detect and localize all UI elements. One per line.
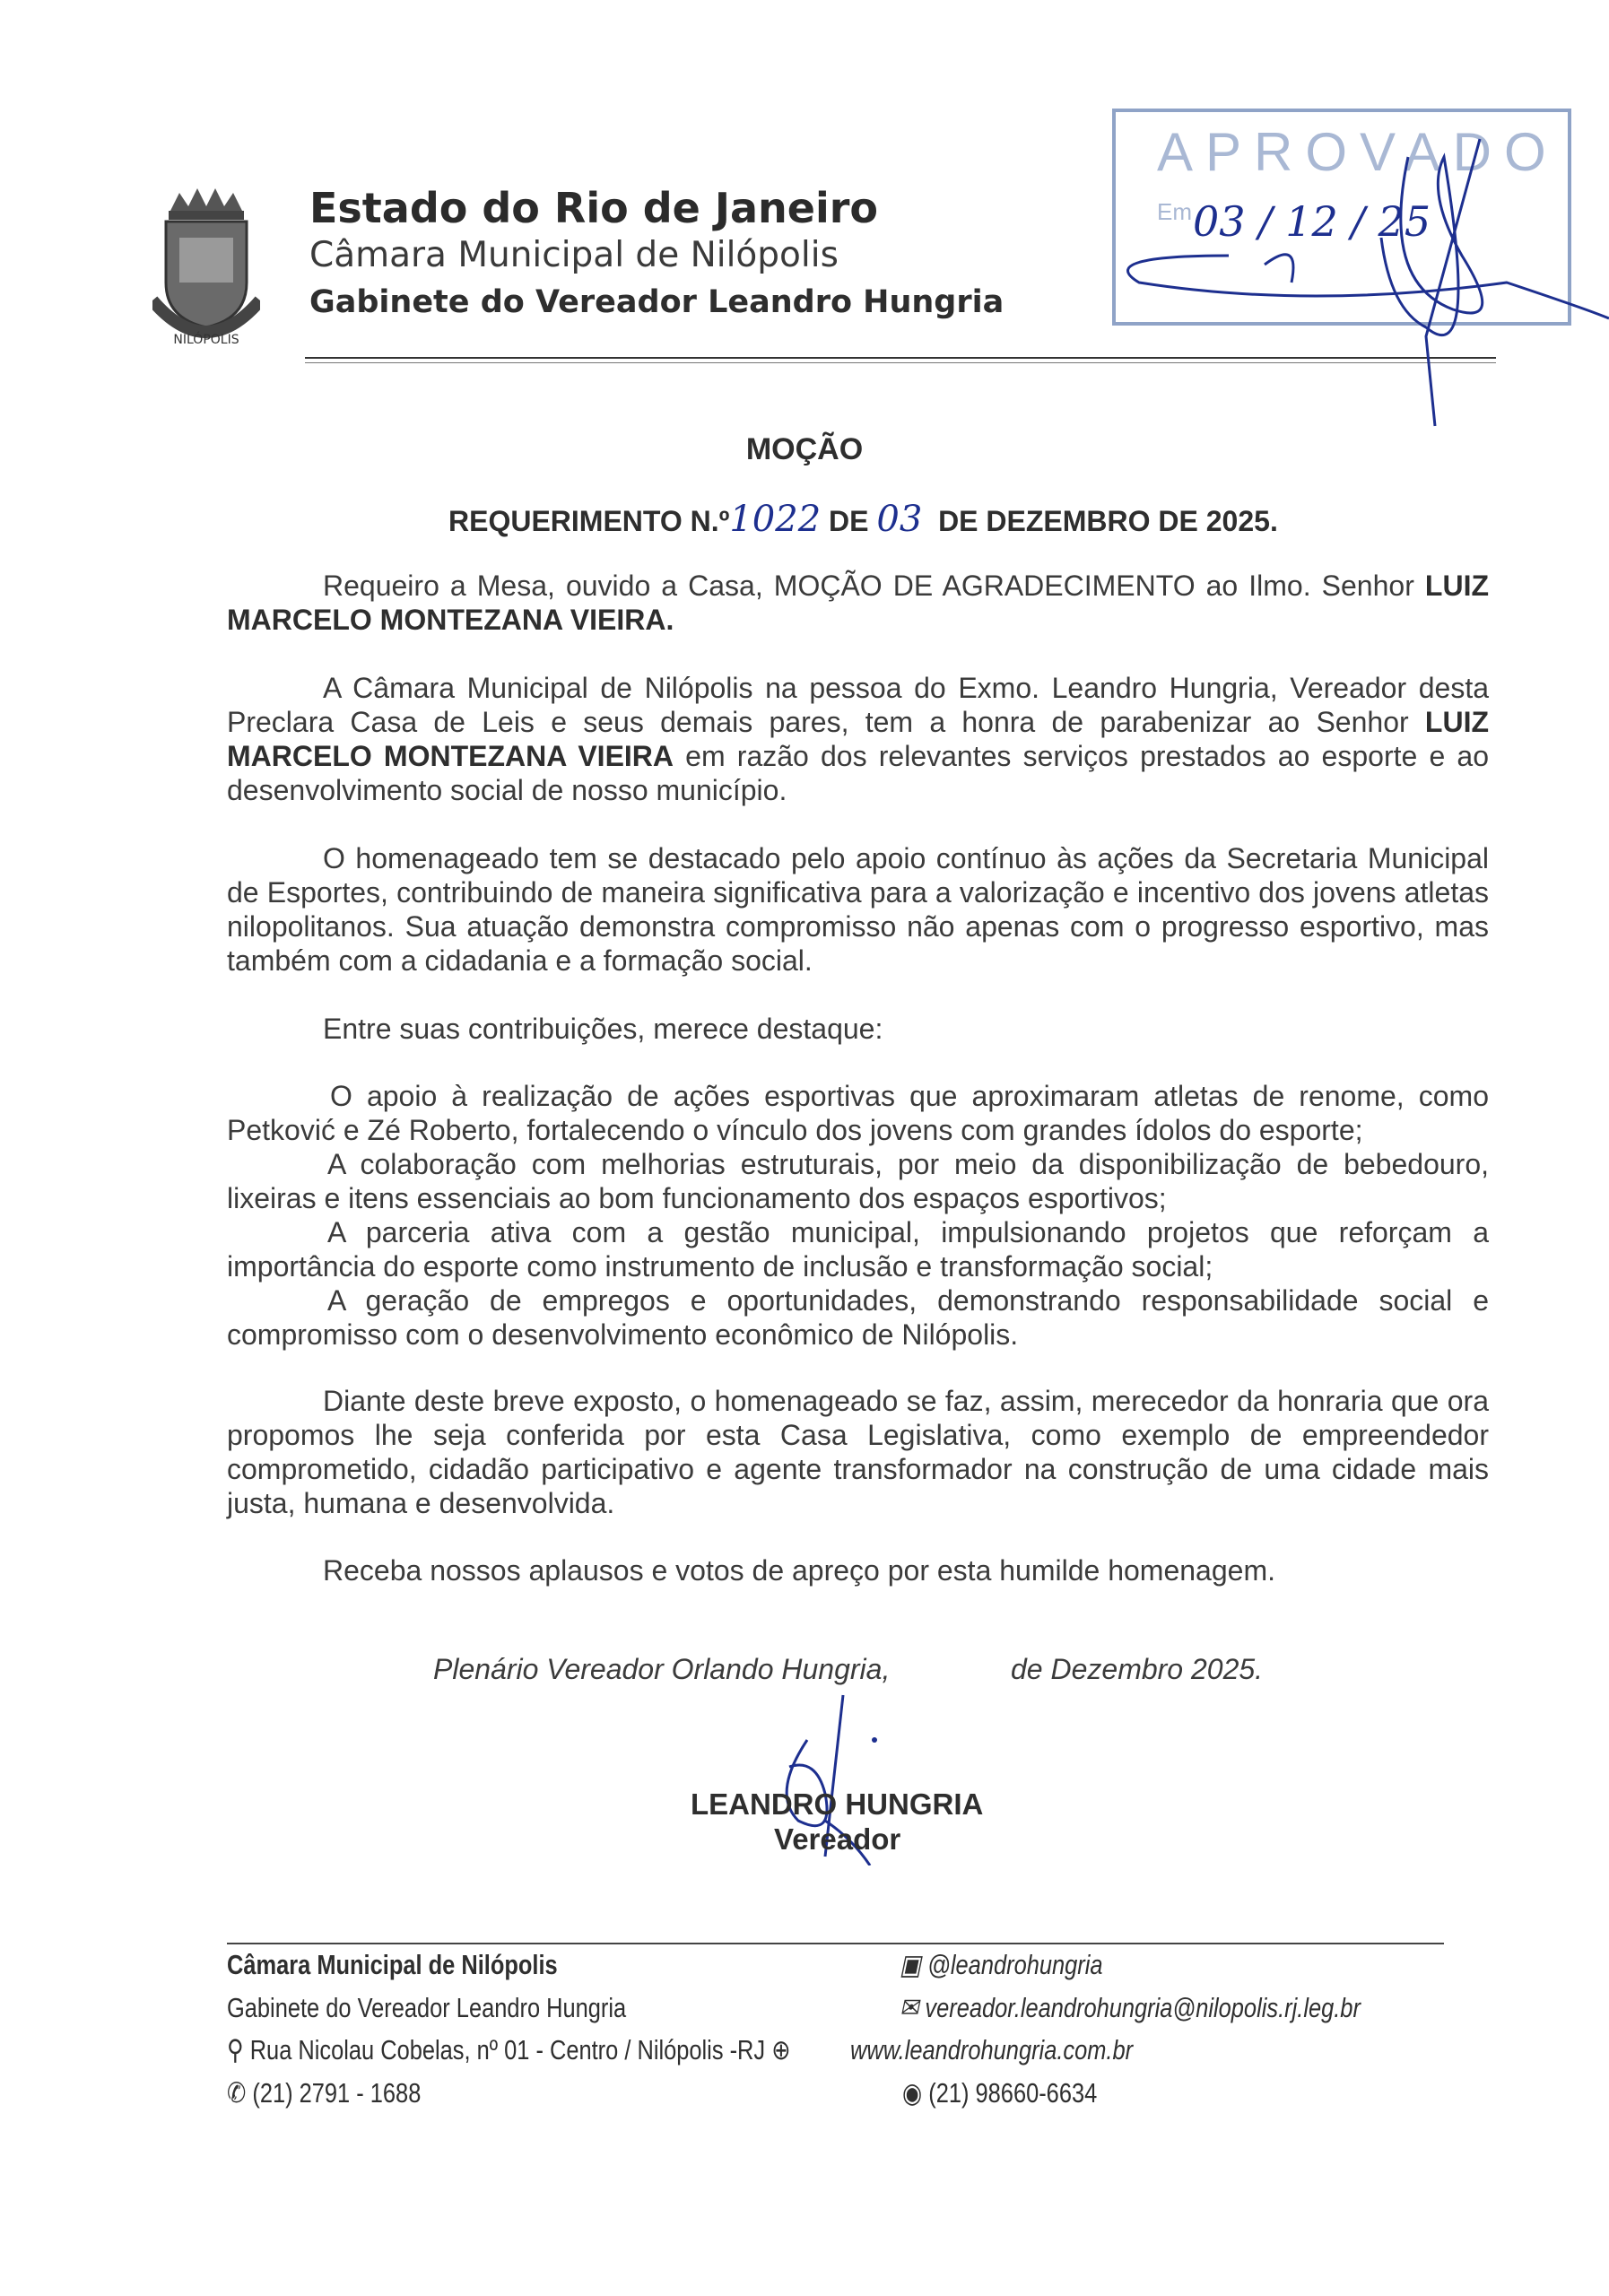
footer-whatsapp: (21) 98660-6634 — [928, 2077, 1098, 2109]
municipal-crest-logo — [152, 184, 260, 354]
footer-whatsapp-row — [902, 2077, 1097, 2109]
paragraph-contributions-intro: Entre suas contribuições, merece destaque: — [323, 1013, 883, 1045]
request-suffix: DE DEZEMBRO DE 2025. — [938, 505, 1278, 537]
contribution-item-2: A colaboração com melhorias estruturais, por meio da disponibilização de bebedouro, lixeiras e itens essenciais ao bom funcionamento dos espaços esportivos; — [227, 1148, 1489, 1214]
request-prefix: REQUERIMENTO N.º — [448, 505, 730, 537]
stamp-date-handwritten: 03 / 12 / 25 — [1193, 197, 1431, 246]
stamp-label: APROVADO — [1157, 122, 1559, 182]
signer-name: LEANDRO HUNGRIA — [691, 1787, 984, 1821]
header-subtitle: Câmara Municipal de Nilópolis — [309, 235, 839, 275]
request-day-handwritten: 03 — [876, 499, 923, 540]
request-line — [448, 499, 1278, 540]
whatsapp-icon: ◉ — [902, 2077, 923, 2109]
footer-office: Gabinete do Vereador Leandro Hungria — [227, 1992, 627, 2023]
footer-address: Rua Nicolau Cobelas, nº 01 - Centro / Nilópolis -RJ — [249, 2034, 766, 2066]
paragraph-intro-a: A Câmara Municipal de Nilópolis na pessoa do Exmo. Leandro Hungria, Vereador desta Preclara Casa de Leis e seus demais pares, tem a honra de parabenizar ao Senhor — [227, 672, 1489, 738]
footer-org: Câmara Municipal de Nilópolis — [227, 1949, 558, 1980]
date-line: de Dezembro 2025. — [1011, 1653, 1264, 1685]
paragraph-honoree: O homenageado tem se destacado pelo apoio contínuo às ações da Secretaria Municipal de Esportes, contribuindo de maneira significativa para a valorização e incentivo dos jovens atletas nilopolitanos. Sua atuação demonstra compromisso não apenas com o progresso esportivo, mas também com a cidadania e a formação social. — [227, 842, 1489, 977]
approval-stamp — [1085, 103, 1609, 435]
request-de: DE — [829, 505, 869, 537]
location-pin-icon: ⚲ — [227, 2034, 244, 2066]
header-title: Estado do Rio de Janeiro — [309, 184, 879, 232]
contribution-item-4: A geração de empregos e oportunidades, demonstrando responsabilidade social e compromisso com o desenvolvimento econômico de Nilópolis. — [227, 1284, 1489, 1351]
footer-website[interactable]: www.leandrohungria.com.br — [850, 2034, 1134, 2066]
paragraph-request — [227, 569, 1489, 637]
signer-role: Vereador — [774, 1822, 901, 1856]
paragraph-intro — [227, 671, 1489, 807]
footer-address-row — [227, 2034, 791, 2066]
globe-icon: ⊕ — [771, 2034, 791, 2066]
contribution-item-3: A parceria ativa com a gestão municipal, impulsionando projetos que reforçam a importância do esporte como instrumento de inclusão e transformação social; — [227, 1216, 1489, 1283]
footer-phone: (21) 2791 - 1688 — [252, 2077, 422, 2109]
paragraph-conclusion: Diante deste breve exposto, o homenageado se faz, assim, merecedor da honraria que ora propomos lhe seja conferida por esta Casa Legislativa, como exemplo de empreendedor comprometido, cidadão participativo e agente transformador na construção de uma cidade mais justa, humana e desenvolvida. — [227, 1385, 1489, 1519]
contribution-item-1: O apoio à realização de ações esportivas que aproximaram atletas de renome, como Petković e Zé Roberto, fortalecendo o vínculo dos jovens com grandes ídolos do esporte; — [227, 1080, 1489, 1146]
footer-instagram-row — [900, 1949, 1103, 1981]
phone-icon: ✆ — [227, 2077, 247, 2109]
footer-divider — [227, 1943, 1444, 1944]
place-line: Plenário Vereador Orlando Hungria, — [433, 1653, 891, 1685]
paragraph-intro-b: em razão dos relevantes serviços prestados ao esporte e ao desenvolvimento social de nosso município. — [227, 740, 1489, 806]
footer-email[interactable]: vereador.leandrohungria@nilopolis.rj.leg.br — [925, 1992, 1361, 2023]
stamp-signature — [1128, 139, 1609, 426]
paragraph-request-text: Requeiro a Mesa, ouvido a Casa, MOÇÃO DE AGRADECIMENTO ao Ilmo. Senhor — [323, 570, 1425, 602]
stamp-prefix: Em — [1157, 198, 1192, 225]
footer-instagram[interactable]: @leandrohungria — [927, 1949, 1103, 1980]
paragraph-closing: Receba nossos aplausos e votos de apreço por esta humilde homenagem. — [323, 1554, 1275, 1587]
honoree-name: LUIZ MARCELO MONTEZANA VIEIRA. — [227, 570, 1489, 636]
instagram-icon: ▣ — [900, 1949, 922, 1980]
honoree-name-inline: LUIZ MARCELO MONTEZANA VIEIRA — [227, 706, 1489, 772]
email-icon: ✉ — [900, 1992, 919, 2023]
header-office: Gabinete do Vereador Leandro Hungria — [309, 284, 1005, 320]
crest-label: NILÓPOLIS — [173, 333, 239, 347]
document-title: MOÇÃO — [745, 432, 864, 466]
request-number-handwritten: 1022 — [729, 499, 822, 540]
footer-phone-row — [227, 2077, 421, 2109]
footer-email-row — [900, 1992, 1361, 2024]
